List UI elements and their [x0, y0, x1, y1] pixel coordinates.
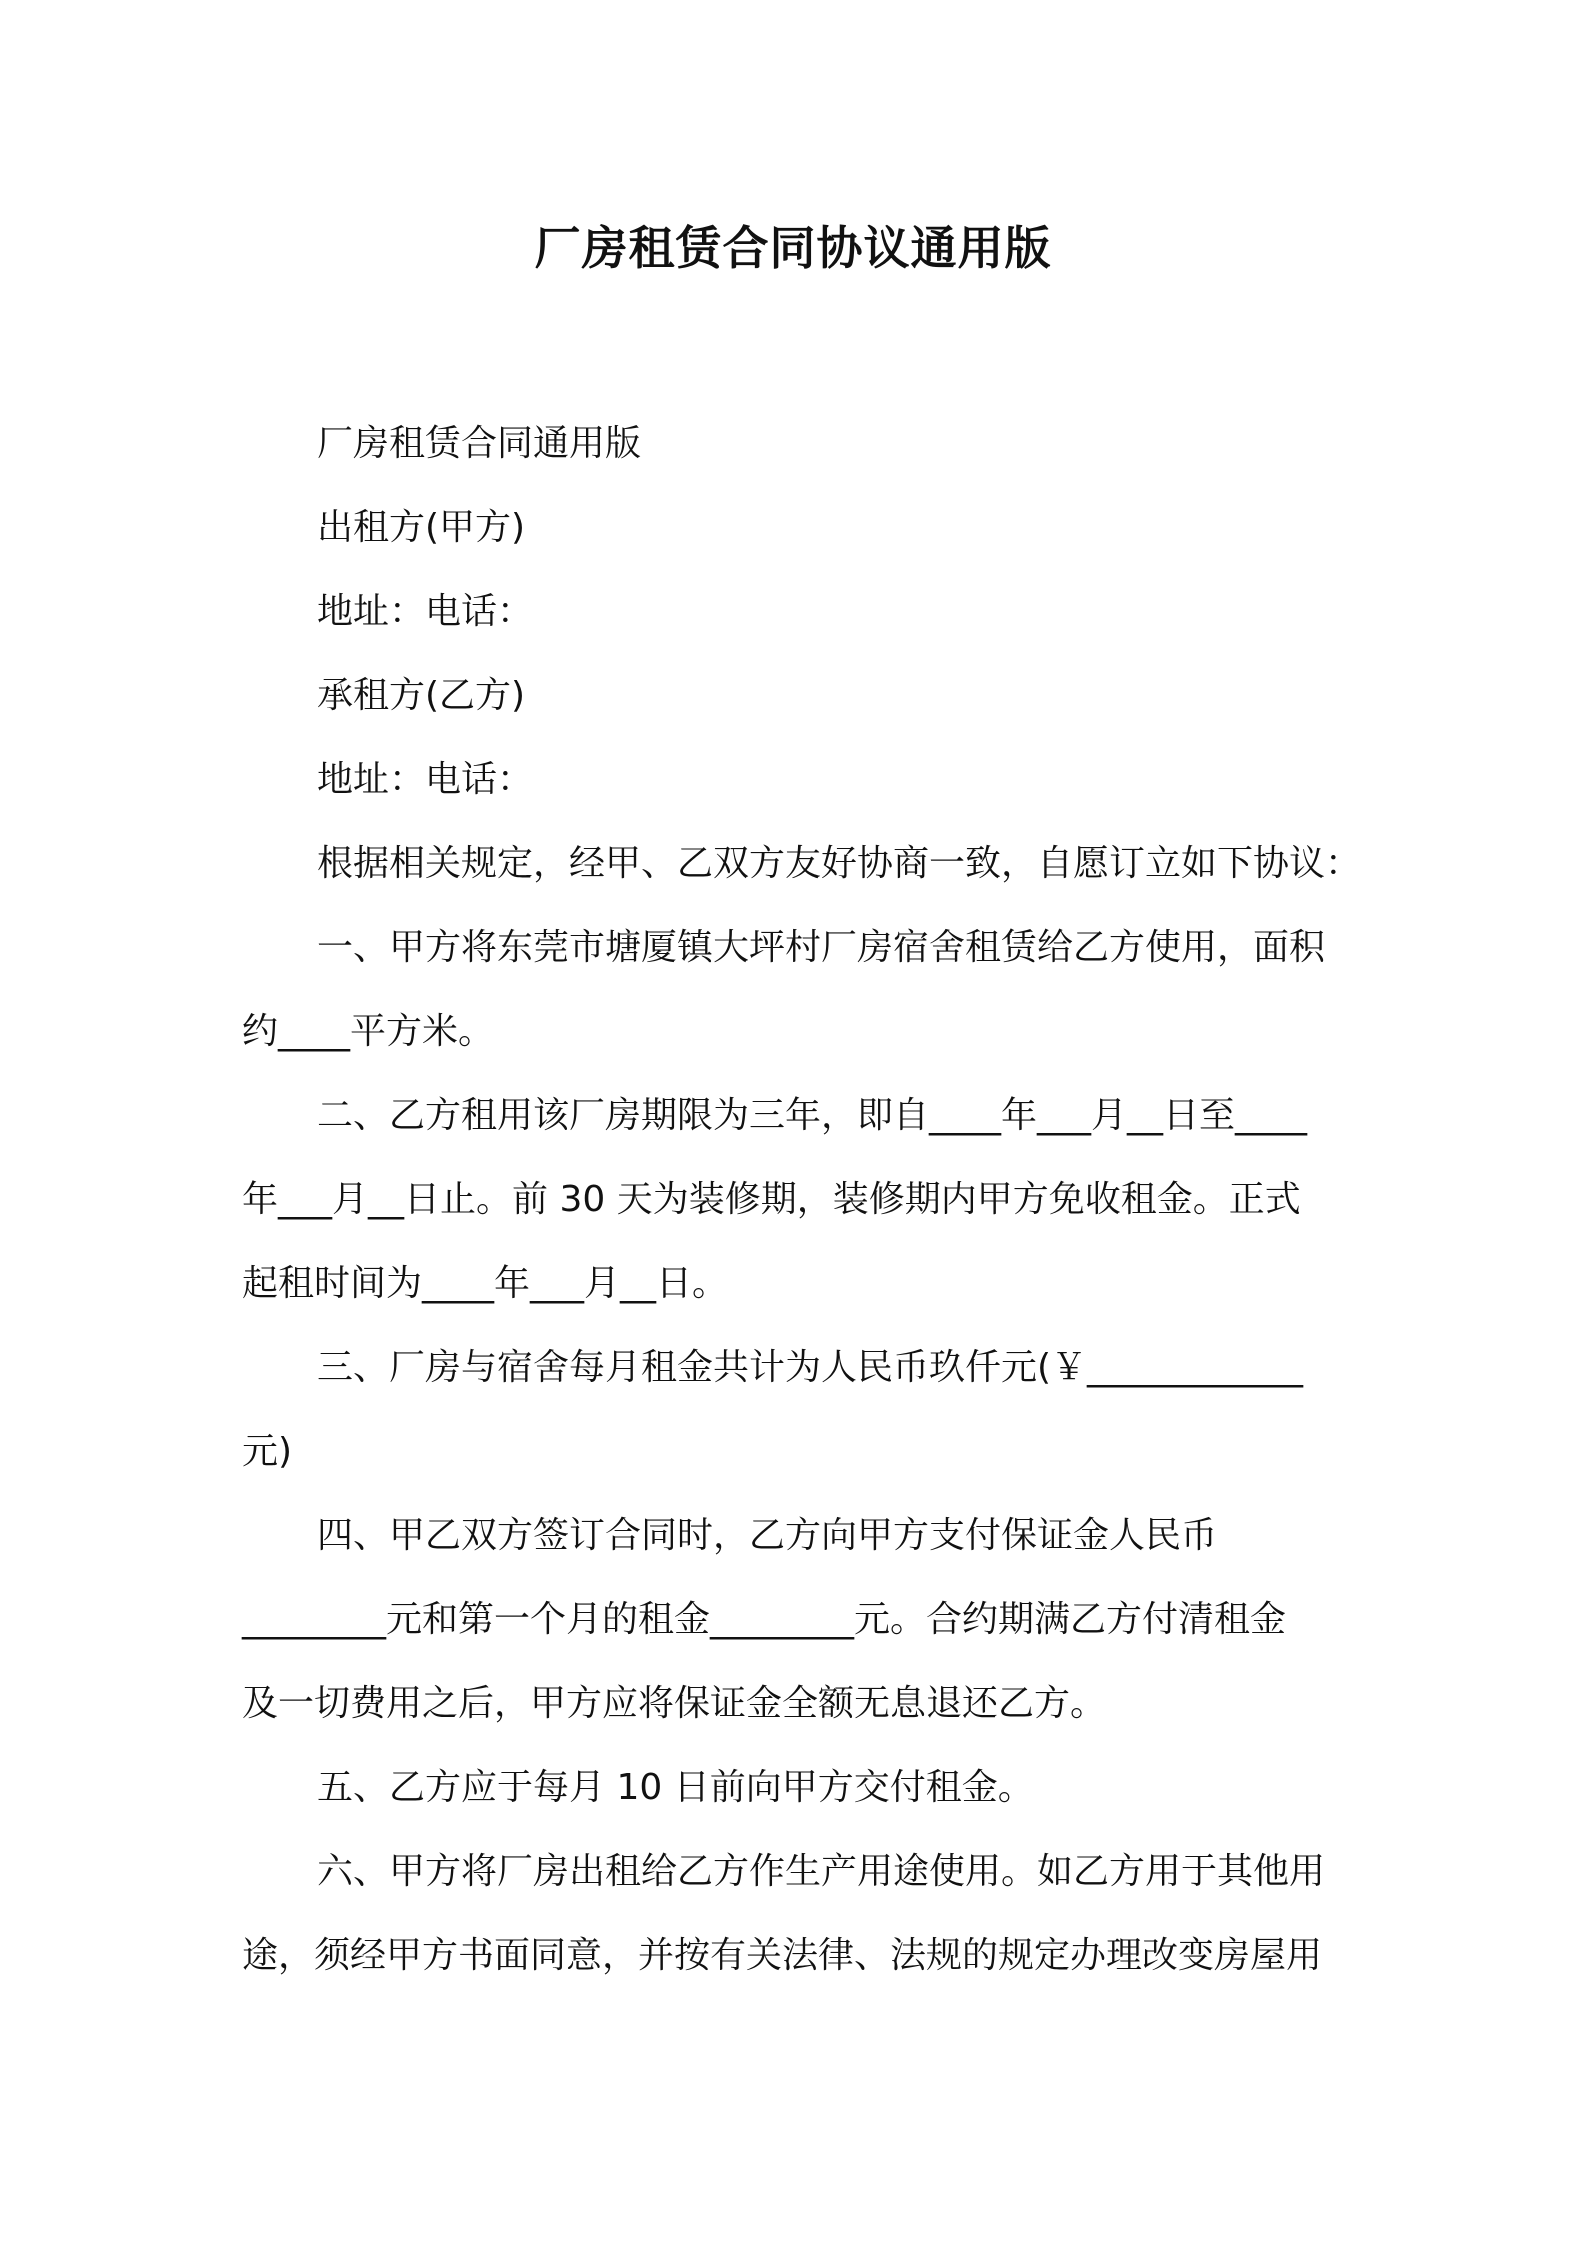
clause-2-line-2: 年___月__日止。前 30 天为装修期，装修期内甲方免收租金。正式: [242, 1179, 1301, 1220]
clause-4-line-2: ________元和第一个月的租金________元。合约期满乙方付清租金: [242, 1599, 1287, 1640]
document-title: 厂房租赁合同协议通用版: [534, 221, 1052, 275]
lessor-line: 出租方(甲方): [317, 507, 526, 548]
clause-1-line-1: 一、甲方将东莞市塘厦镇大坪村厂房宿舍租赁给乙方使用，面积: [317, 927, 1326, 968]
clause-6-line-2: 途，须经甲方书面同意，并按有关法律、法规的规定办理改变房屋用: [242, 1935, 1323, 1976]
subtitle-line: 厂房租赁合同通用版: [317, 423, 642, 464]
preamble-line: 根据相关规定，经甲、乙双方友好协商一致，自愿订立如下协议：: [317, 843, 1362, 884]
clause-3-line-1: 三、厂房与宿舍每月租金共计为人民币玖仟元(￥____________: [317, 1347, 1304, 1388]
clause-6-line-1: 六、甲方将厂房出租给乙方作生产用途使用。如乙方用于其他用: [317, 1851, 1326, 1892]
clause-5-line-1: 五、乙方应于每月 10 日前向甲方交付租金。: [317, 1767, 1034, 1808]
document-body: [242, 402, 1362, 1998]
clause-4-line-3: 及一切费用之后，甲方应将保证金全额无息退还乙方。: [242, 1683, 1107, 1724]
clause-2-line-3: 起租时间为____年___月__日。: [242, 1263, 729, 1304]
lessee-line: 承租方(乙方): [317, 675, 526, 716]
clause-1-line-2: 约____平方米。: [242, 1011, 495, 1052]
clause-2-line-1: 二、乙方租用该厂房期限为三年，即自____年___月__日至____: [317, 1095, 1308, 1136]
lessee-address-line: 地址：电话：: [317, 759, 534, 800]
clause-3-line-2: 元): [242, 1431, 293, 1472]
clause-4-line-1: 四、甲乙双方签订合同时，乙方向甲方支付保证金人民币: [317, 1515, 1218, 1556]
lessor-address-line: 地址：电话：: [317, 591, 534, 632]
